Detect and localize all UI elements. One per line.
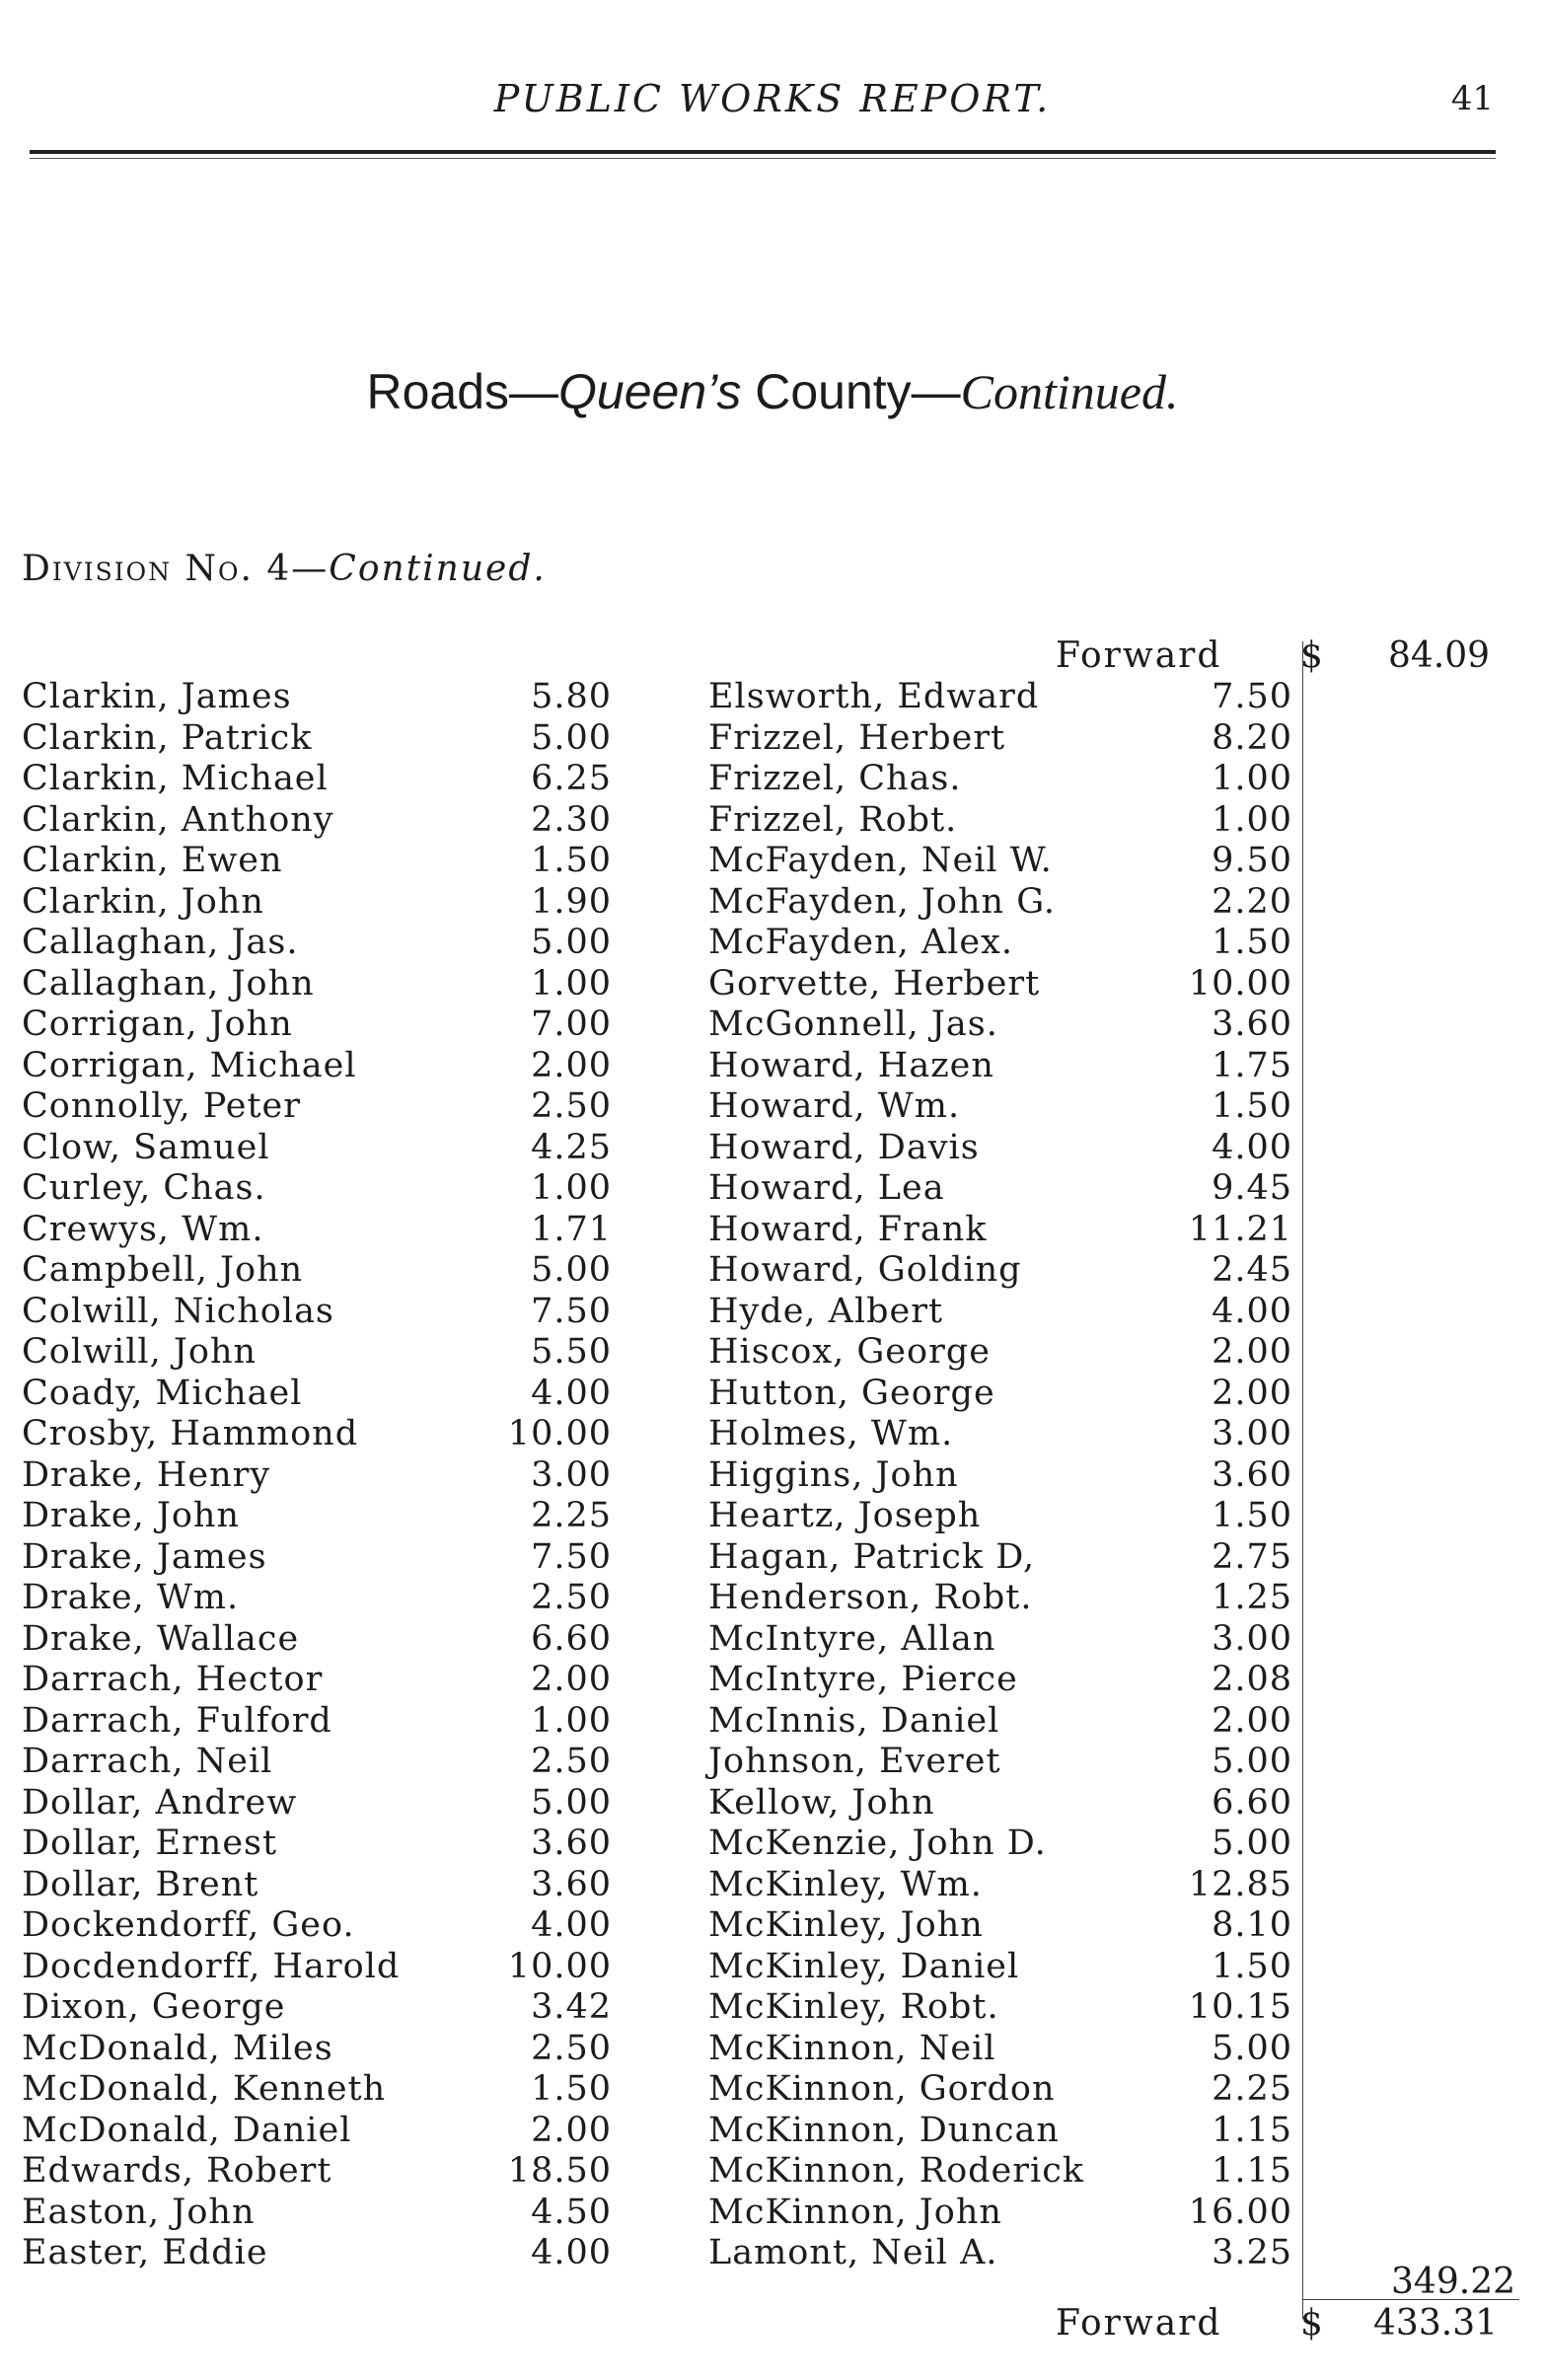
- payment-amount: 6.60: [1212, 1782, 1292, 1822]
- payee-name: Hiscox, George: [708, 1332, 991, 1372]
- payment-amount: 4.00: [1212, 1127, 1292, 1167]
- ledger-row: [22, 1210, 612, 1251]
- payment-amount: 10.00: [1188, 963, 1292, 1004]
- running-title: PUBLIC WORKS REPORT.: [493, 77, 1052, 120]
- payee-name: Hutton, George: [708, 1373, 995, 1413]
- ledger-row: [708, 1414, 1292, 1455]
- payment-amount: 1.00: [531, 1700, 612, 1741]
- payment-amount: 3.60: [531, 1823, 612, 1863]
- ledger-row: [22, 1660, 612, 1701]
- ledger-row: [708, 1496, 1292, 1537]
- payee-name: Dockendorff, Geo.: [22, 1905, 355, 1945]
- payment-amount: 1.50: [531, 2069, 612, 2109]
- payment-amount: 2.30: [531, 799, 612, 840]
- payment-amount: 1.00: [1212, 759, 1292, 798]
- payment-amount: 10.15: [1188, 1987, 1292, 2027]
- payment-amount: 3.00: [1212, 1618, 1292, 1659]
- ledger-row: [22, 1004, 612, 1046]
- ledger-row: [22, 1374, 612, 1415]
- ledger-row: [708, 1250, 1292, 1292]
- ledger-row: [708, 1783, 1292, 1824]
- ledger-row: [708, 800, 1292, 842]
- ledger-row: [22, 1865, 612, 1906]
- payment-amount: 1.90: [531, 881, 612, 922]
- payment-amount: 12.85: [1188, 1864, 1292, 1904]
- payee-name: Darrach, Neil: [22, 1742, 273, 1781]
- payee-name: Curley, Chas.: [22, 1168, 266, 1208]
- ledger-row: [708, 1947, 1292, 1988]
- payment-amount: 5.00: [531, 717, 612, 758]
- payment-amount: 7.50: [531, 1291, 612, 1331]
- payee-name: McIntyre, Allan: [708, 1618, 996, 1659]
- payee-name: Howard, Golding: [708, 1250, 1022, 1290]
- ledger-row: [22, 1701, 612, 1743]
- payment-amount: 5.00: [1212, 2028, 1292, 2068]
- payment-amount: 5.00: [1212, 1823, 1292, 1863]
- payment-amount: 10.00: [507, 1414, 612, 1453]
- payee-name: Johnson, Everet: [708, 1742, 1001, 1781]
- payee-name: Callaghan, Jas.: [22, 923, 299, 962]
- payee-name: McFayden, Alex.: [708, 923, 1013, 962]
- payee-name: Docdendorff, Harold: [22, 1946, 401, 1986]
- division-heading: [22, 549, 547, 589]
- ledger-row: [22, 1128, 612, 1169]
- payee-name: Coady, Michael: [22, 1373, 303, 1413]
- ledger-row: [22, 923, 612, 964]
- ledger-row: [708, 1128, 1292, 1169]
- ledger-row: [22, 964, 612, 1005]
- payee-name: McKinley, Daniel: [708, 1946, 1020, 1986]
- payee-name: Edwards, Robert: [22, 2151, 332, 2191]
- payment-amount: 1.50: [1212, 1496, 1292, 1535]
- ledger-row: [708, 1332, 1292, 1374]
- ledger-row: [708, 1823, 1292, 1865]
- payee-name: Clarkin, James: [22, 677, 292, 716]
- payee-name: McDonald, Daniel: [22, 2110, 352, 2150]
- header-rule: [30, 150, 1496, 154]
- payee-name: McKinley, Wm.: [708, 1864, 983, 1904]
- ledger-row: [708, 1004, 1292, 1046]
- payee-name: McDonald, Kenneth: [22, 2069, 387, 2109]
- payee-name: Drake, Wm.: [22, 1578, 240, 1617]
- ledger-row: [708, 841, 1292, 882]
- payment-amount: 18.50: [507, 2151, 612, 2191]
- payment-amount: 1.00: [1212, 799, 1292, 840]
- payment-amount: 6.25: [531, 759, 612, 798]
- ledger-row: [22, 1578, 612, 1619]
- payment-amount: 2.08: [1212, 1660, 1292, 1699]
- payee-name: Corrigan, Michael: [22, 1045, 357, 1085]
- payment-amount: 5.00: [531, 1250, 612, 1290]
- payment-amount: 16.00: [1188, 2192, 1292, 2232]
- payment-amount: 1.15: [1212, 2151, 1292, 2191]
- payment-amount: 2.00: [1212, 1373, 1292, 1413]
- payee-name: Clarkin, John: [22, 881, 264, 922]
- ledger-row: [708, 1168, 1292, 1210]
- payment-amount: 4.25: [531, 1127, 612, 1167]
- payee-name: Drake, James: [22, 1536, 267, 1577]
- ledger-row: [22, 2151, 612, 2193]
- ledger-row: [708, 1742, 1292, 1783]
- payment-amount: 9.50: [1212, 841, 1292, 880]
- payee-name: Higgins, John: [708, 1454, 959, 1495]
- payment-amount: 2.25: [531, 1496, 612, 1535]
- ledger-row: [22, 1987, 612, 2029]
- payee-name: Drake, Wallace: [22, 1618, 300, 1659]
- forward-bottom-value: 433.31: [1373, 2303, 1498, 2343]
- payee-name: Easton, John: [22, 2192, 256, 2232]
- payee-name: McKinnon, Neil: [708, 2028, 996, 2068]
- ledger-row: [708, 1905, 1292, 1947]
- payment-amount: 5.80: [531, 677, 612, 716]
- payment-amount: 2.00: [1212, 1332, 1292, 1372]
- payment-amount: 7.50: [1212, 677, 1292, 716]
- ledger-row: [708, 677, 1292, 718]
- ledger-row: [22, 2233, 612, 2274]
- forward-bottom-label: Forward: [1056, 2303, 1222, 2343]
- left-ledger-column: [22, 677, 612, 2274]
- section-title-mid: County—: [741, 364, 961, 419]
- payee-name: Clow, Samuel: [22, 1127, 270, 1167]
- payee-name: Howard, Wm.: [708, 1086, 961, 1126]
- payee-name: Elsworth, Edward: [708, 677, 1040, 716]
- payee-name: Colwill, Nicholas: [22, 1291, 334, 1331]
- payment-amount: 3.42: [531, 1987, 612, 2027]
- ledger-row: [708, 1619, 1292, 1661]
- payee-name: McKinnon, Roderick: [708, 2151, 1085, 2191]
- ledger-row: [22, 1742, 612, 1783]
- payment-amount: 8.10: [1212, 1905, 1292, 1945]
- payment-amount: 4.50: [531, 2192, 612, 2232]
- payment-amount: 2.50: [531, 1742, 612, 1781]
- ledger-row: [22, 1414, 612, 1455]
- ledger-row: [22, 1823, 612, 1865]
- ledger-row: [708, 759, 1292, 800]
- payment-amount: 2.75: [1212, 1536, 1292, 1577]
- payee-name: Frizzel, Robt.: [708, 799, 958, 840]
- ledger-row: [708, 1865, 1292, 1906]
- payment-amount: 1.50: [1212, 923, 1292, 962]
- payee-name: Howard, Davis: [708, 1127, 980, 1167]
- payment-amount: 3.00: [1212, 1414, 1292, 1453]
- payment-amount: 2.50: [531, 1086, 612, 1126]
- payee-name: Howard, Lea: [708, 1168, 945, 1208]
- ledger-row: [708, 1660, 1292, 1701]
- ledger-row: [22, 1046, 612, 1087]
- payment-amount: 2.00: [531, 1045, 612, 1085]
- page-total: 349.22: [1391, 2262, 1515, 2302]
- ledger-row: [22, 800, 612, 842]
- payee-name: McKenzie, John D.: [708, 1823, 1047, 1863]
- payment-amount: 2.20: [1212, 881, 1292, 922]
- section-title-continued: Continued.: [960, 364, 1179, 419]
- payee-name: Clarkin, Michael: [22, 759, 329, 798]
- forward-top-value: 84.09: [1387, 635, 1490, 676]
- payee-name: Easter, Eddie: [22, 2233, 268, 2272]
- payment-amount: 3.00: [531, 1454, 612, 1495]
- payment-amount: 9.45: [1212, 1168, 1292, 1208]
- ledger-row: [708, 1578, 1292, 1619]
- ledger-row: [22, 1250, 612, 1292]
- payee-name: Holmes, Wm.: [708, 1414, 954, 1453]
- payee-name: Corrigan, John: [22, 1004, 293, 1044]
- payment-amount: 1.00: [531, 1168, 612, 1208]
- payee-name: McFayden, Neil W.: [708, 841, 1053, 880]
- ledger-row: [708, 1292, 1292, 1333]
- payee-name: McInnis, Daniel: [708, 1700, 1000, 1741]
- payee-name: Clarkin, Anthony: [22, 799, 334, 840]
- payment-amount: 11.21: [1188, 1209, 1292, 1249]
- payee-name: Drake, Henry: [22, 1454, 271, 1495]
- payee-name: Clarkin, Ewen: [22, 841, 283, 880]
- payee-name: Dollar, Ernest: [22, 1823, 278, 1863]
- payment-amount: 2.00: [531, 2110, 612, 2150]
- payment-amount: 2.50: [531, 2028, 612, 2068]
- ledger-row: [708, 2151, 1292, 2193]
- ledger-row: [22, 1619, 612, 1661]
- payment-amount: 3.25: [1212, 2233, 1292, 2272]
- payee-name: Clarkin, Patrick: [22, 717, 313, 758]
- right-ledger-column: [708, 677, 1292, 2274]
- payment-amount: 4.00: [1212, 1291, 1292, 1331]
- total-rule: [1302, 2299, 1519, 2300]
- ledger-row: [708, 718, 1292, 760]
- payee-name: Connolly, Peter: [22, 1086, 301, 1126]
- payment-amount: 2.50: [531, 1578, 612, 1617]
- payee-name: McDonald, Miles: [22, 2028, 333, 2068]
- ledger-row: [708, 2069, 1292, 2111]
- payment-amount: 5.50: [531, 1332, 612, 1372]
- payee-name: McIntyre, Pierce: [708, 1660, 1018, 1699]
- payee-name: Frizzel, Herbert: [708, 717, 1006, 758]
- payee-name: Hagan, Patrick D,: [708, 1536, 1036, 1577]
- ledger-row: [708, 964, 1292, 1005]
- payment-amount: 1.50: [1212, 1086, 1292, 1126]
- payment-amount: 1.75: [1212, 1045, 1292, 1085]
- ledger-row: [22, 2069, 612, 2111]
- payee-name: McFayden, John G.: [708, 881, 1057, 922]
- payment-amount: 1.50: [1212, 1946, 1292, 1986]
- payee-name: Darrach, Hector: [22, 1660, 324, 1699]
- payment-amount: 8.20: [1212, 717, 1292, 758]
- forward-bottom-currency: $: [1300, 2303, 1323, 2343]
- amount-column-rule: [1302, 641, 1303, 2319]
- ledger-row: [22, 882, 612, 924]
- payment-amount: 1.71: [531, 1209, 612, 1249]
- payee-name: Crewys, Wm.: [22, 1209, 264, 1249]
- ledger-row: [708, 1537, 1292, 1579]
- ledger-row: [708, 923, 1292, 964]
- payment-amount: 3.60: [531, 1864, 612, 1904]
- ledger-row: [22, 759, 612, 800]
- payment-amount: 10.00: [507, 1946, 612, 1986]
- ledger-row: [22, 2029, 612, 2070]
- payment-amount: 3.60: [1212, 1004, 1292, 1044]
- ledger-row: [708, 1086, 1292, 1128]
- payee-name: Hyde, Albert: [708, 1291, 944, 1331]
- payee-name: Darrach, Fulford: [22, 1700, 332, 1741]
- payee-name: Dixon, George: [22, 1987, 286, 2027]
- forward-top-currency: $: [1300, 635, 1323, 676]
- payment-amount: 3.60: [1212, 1454, 1292, 1495]
- payment-amount: 4.00: [531, 1905, 612, 1945]
- payee-name: Drake, John: [22, 1496, 241, 1535]
- payment-amount: 5.00: [1212, 1742, 1292, 1781]
- payee-name: Dollar, Brent: [22, 1864, 259, 1904]
- ledger-row: [22, 1455, 612, 1497]
- payment-amount: 2.45: [1212, 1250, 1292, 1290]
- payee-name: McKinley, Robt.: [708, 1987, 999, 2027]
- ledger-row: [22, 2193, 612, 2234]
- section-title-county: Queen’s: [558, 364, 742, 419]
- ledger-row: [708, 2193, 1292, 2234]
- payee-name: Henderson, Robt.: [708, 1578, 1033, 1617]
- payee-name: McKinnon, Gordon: [708, 2069, 1056, 2109]
- payment-amount: 5.00: [531, 1782, 612, 1822]
- payee-name: McKinnon, Duncan: [708, 2110, 1060, 2150]
- ledger-row: [22, 841, 612, 882]
- payee-name: Gorvette, Herbert: [708, 963, 1041, 1004]
- ledger-row: [708, 1987, 1292, 2029]
- ledger-row: [708, 1210, 1292, 1251]
- ledger-row: [22, 1332, 612, 1374]
- ledger-row: [708, 2233, 1292, 2274]
- section-title-prefix: Roads—: [366, 364, 559, 419]
- ledger-row: [22, 1086, 612, 1128]
- division-label: Division No. 4—: [22, 549, 330, 589]
- payment-amount: 1.50: [531, 841, 612, 880]
- payee-name: Lamont, Neil A.: [708, 2233, 998, 2272]
- ledger-row: [708, 2029, 1292, 2070]
- ledger-row: [708, 2111, 1292, 2152]
- ledger-row: [22, 1905, 612, 1947]
- ledger-row: [22, 677, 612, 718]
- ledger-row: [22, 718, 612, 760]
- ledger-row: [22, 1168, 612, 1210]
- forward-top-label: Forward: [1056, 635, 1222, 676]
- payment-amount: 1.00: [531, 963, 612, 1004]
- ledger-row: [708, 1455, 1292, 1497]
- payee-name: Crosby, Hammond: [22, 1414, 359, 1453]
- ledger-row: [22, 2111, 612, 2152]
- payee-name: Heartz, Joseph: [708, 1496, 982, 1535]
- payment-amount: 6.60: [531, 1618, 612, 1659]
- payment-amount: 7.50: [531, 1536, 612, 1577]
- payee-name: Dollar, Andrew: [22, 1782, 298, 1822]
- ledger-row: [22, 1537, 612, 1579]
- ledger-row: [708, 1374, 1292, 1415]
- ledger-row: [22, 1947, 612, 1988]
- page-number: 41: [1450, 79, 1494, 118]
- payee-name: Campbell, John: [22, 1250, 304, 1290]
- payee-name: Howard, Hazen: [708, 1045, 994, 1085]
- payee-name: Howard, Frank: [708, 1209, 988, 1249]
- payment-amount: 4.00: [531, 2233, 612, 2272]
- payment-amount: 4.00: [531, 1373, 612, 1413]
- payee-name: Callaghan, John: [22, 963, 315, 1004]
- payee-name: Kellow, John: [708, 1782, 935, 1822]
- payee-name: Frizzel, Chas.: [708, 759, 962, 798]
- payee-name: McKinley, John: [708, 1905, 984, 1945]
- payment-amount: 1.25: [1212, 1578, 1292, 1617]
- payment-amount: 2.00: [1212, 1700, 1292, 1741]
- section-title: [0, 363, 1545, 420]
- payment-amount: 2.25: [1212, 2069, 1292, 2109]
- payee-name: Colwill, John: [22, 1332, 258, 1372]
- division-continued: Continued.: [329, 549, 547, 589]
- header-rule-thin: [30, 158, 1496, 159]
- ledger-row: [708, 1701, 1292, 1743]
- payment-amount: 7.00: [531, 1004, 612, 1044]
- ledger-row: [22, 1292, 612, 1333]
- running-head: [0, 77, 1545, 126]
- payment-amount: 5.00: [531, 923, 612, 962]
- ledger-row: [708, 882, 1292, 924]
- ledger-row: [22, 1496, 612, 1537]
- ledger-row: [708, 1046, 1292, 1087]
- payee-name: McGonnell, Jas.: [708, 1004, 998, 1044]
- payment-amount: 1.15: [1212, 2110, 1292, 2150]
- payee-name: McKinnon, John: [708, 2192, 1002, 2232]
- ledger-row: [22, 1783, 612, 1824]
- payment-amount: 2.00: [531, 1660, 612, 1699]
